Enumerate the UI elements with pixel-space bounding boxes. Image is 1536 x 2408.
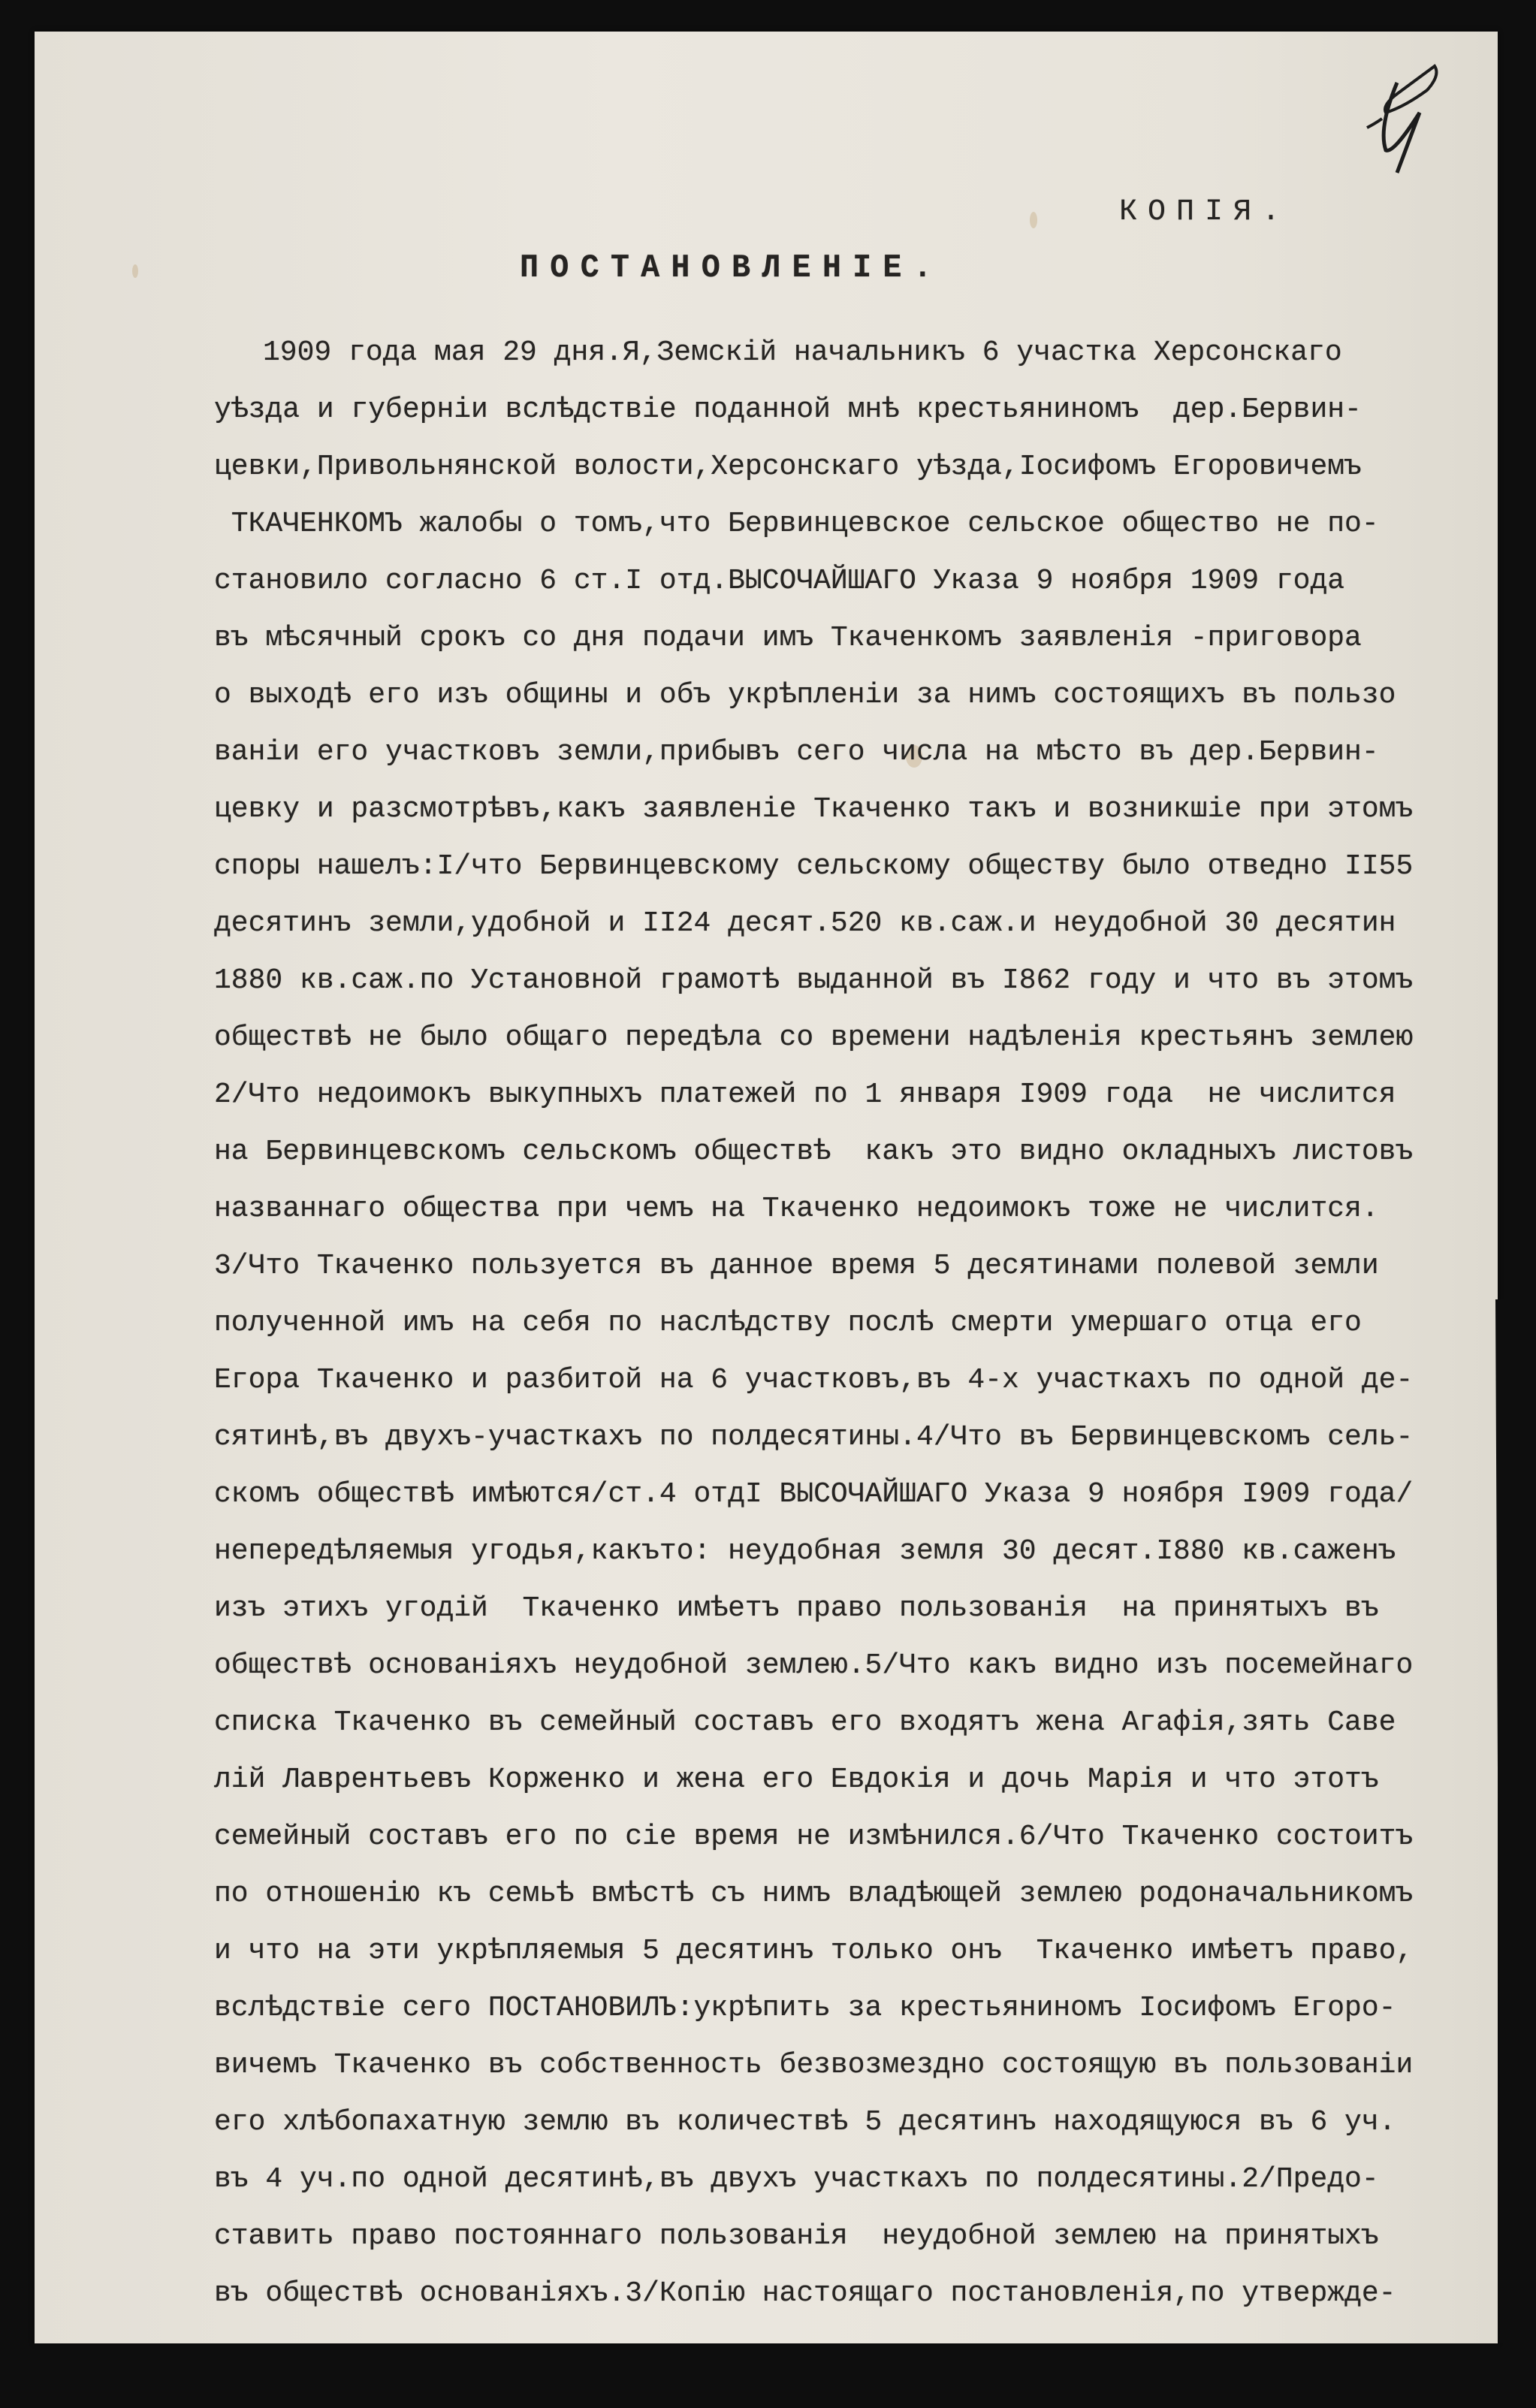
text-line: полученной имъ на себя по наслѣдству послѣ смерти умершаго отца его (214, 1307, 1362, 1339)
text-line: и что на эти укрѣпляемыя 5 десятинъ только онъ Ткаченко имѣетъ право, (214, 1935, 1414, 1967)
text-line: въ мѣсячный срокъ со дня подачи имъ Ткаченкомъ заявленiя -приговора (214, 622, 1362, 654)
text-line: ванiи его участковъ земли,прибывъ сего числа на мѣсто въ дер.Бервин- (214, 736, 1379, 768)
text-line: 2/Что недоимокъ выкупныхъ платежей по 1 января I909 года не числится (214, 1079, 1396, 1111)
text-line: сятинѣ,въ двухъ-участкахъ по полдесятины.4/Что въ Бервинцевскомъ сель- (214, 1421, 1414, 1453)
text-line: его хлѣбопахатную землю въ количествѣ 5 десятинъ находящуюся въ 6 уч. (214, 2106, 1396, 2138)
text-line: непередѣляемыя угодья,какъто: неудобная земля 30 десят.I880 кв.саженъ (214, 1535, 1396, 1568)
text-line: изъ этихъ угодiй Ткаченко имѣетъ право пользованiя на принятыхъ въ (214, 1592, 1379, 1625)
text-line: скомъ обществѣ имѣются/ст.4 отдI ВЫСОЧАЙШАГО Указа 9 ноября I909 года/ (214, 1478, 1414, 1510)
text-line: десятинъ земли,удобной и II24 десят.520 кв.саж.и неудобной 30 десятин (214, 907, 1396, 940)
text-line: вслѣдствiе сего ПОСТАНОВИЛЪ:укрѣпить за крестьяниномъ Iосифомъ Егоро- (214, 1992, 1396, 2024)
text-line: обществѣ основанiяхъ неудобной землею.5/Что какъ видно изъ посемейнаго (214, 1649, 1414, 1682)
text-line: о выходѣ его изъ общины и объ укрѣпленiи за нимъ состоящихъ въ пользо (214, 679, 1396, 711)
text-line: споры нашелъ:I/что Бервинцевскому сельскому обществу было отведно II55 (214, 850, 1414, 883)
text-line: становило согласно 6 ст.I отд.ВЫСОЧАЙШАГО Указа 9 ноября 1909 года (214, 565, 1345, 597)
text-line: ТКАЧЕНКОМЪ жалобы о томъ,что Бервинцевское сельское общество не по- (214, 508, 1379, 540)
text-line: въ 4 уч.по одной десятинѣ,въ двухъ участкахъ по полдесятины.2/Предо- (214, 2163, 1379, 2195)
text-line: 1880 кв.саж.по Установной грамотѣ выданной въ I862 году и что въ этомъ (214, 964, 1414, 997)
handwritten-folio-mark (1307, 60, 1457, 180)
paper-stain (132, 264, 138, 278)
text-line: цевки,Привольнянской волости,Херсонскаго уѣзда,Iосифомъ Егоровичемъ (214, 451, 1362, 483)
text-line: уѣзда и губернiи вслѣдствiе поданной мнѣ крестьяниномъ дер.Бервин- (214, 394, 1362, 426)
paper-stain (1030, 212, 1037, 228)
text-line: въ обществѣ основанiяхъ.3/Копiю настоящаго постановленiя,по утвержде- (214, 2277, 1396, 2310)
document-body (214, 324, 1461, 2322)
text-line: вичемъ Ткаченко въ собственность безвозмездно состоящую въ пользованiи (214, 2049, 1414, 2081)
text-line: семейный составъ его по сiе время не измѣнился.6/Что Ткаченко состоитъ (214, 1821, 1414, 1853)
text-line: ставить право постояннаго пользованiя неудобной землею на принятыхъ (214, 2220, 1379, 2253)
text-line: названнаго общества при чемъ на Ткаченко недоимокъ тоже не числится. (214, 1193, 1379, 1225)
text-line: списка Ткаченко въ семейный составъ его входятъ жена Агафiя,зять Саве (214, 1706, 1396, 1739)
document-title: ПОСТАНОВЛЕНIЕ. (520, 249, 943, 287)
copy-mark: КОПIЯ. (1119, 195, 1291, 229)
text-line: по отношенiю къ семьѣ вмѣстѣ съ нимъ владѣющей землею родоначальникомъ (214, 1878, 1414, 1910)
text-line: Егора Ткаченко и разбитой на 6 участковъ,въ 4-х участкахъ по одной де- (214, 1364, 1414, 1396)
text-line: цевку и разсмотрѣвъ,какъ заявленiе Ткаченко такъ и возникшiе при этомъ (214, 793, 1414, 825)
text-line: 3/Что Ткаченко пользуется въ данное время 5 десятинами полевой земли (214, 1250, 1379, 1282)
text-line: обществѣ не было общаго передѣла со времени надѣленiя крестьянъ землею (214, 1021, 1414, 1054)
text-line: лiй Лаврентьевъ Корженко и жена его Евдокiя и дочь Марiя и что этотъ (214, 1764, 1379, 1796)
text-line: 1909 года мая 29 дня.Я,Земскiй начальникъ 6 участка Херсонскаго (263, 336, 1342, 369)
text-line: на Бервинцевскомъ сельскомъ обществѣ какъ это видно окладныхъ листовъ (214, 1136, 1414, 1168)
